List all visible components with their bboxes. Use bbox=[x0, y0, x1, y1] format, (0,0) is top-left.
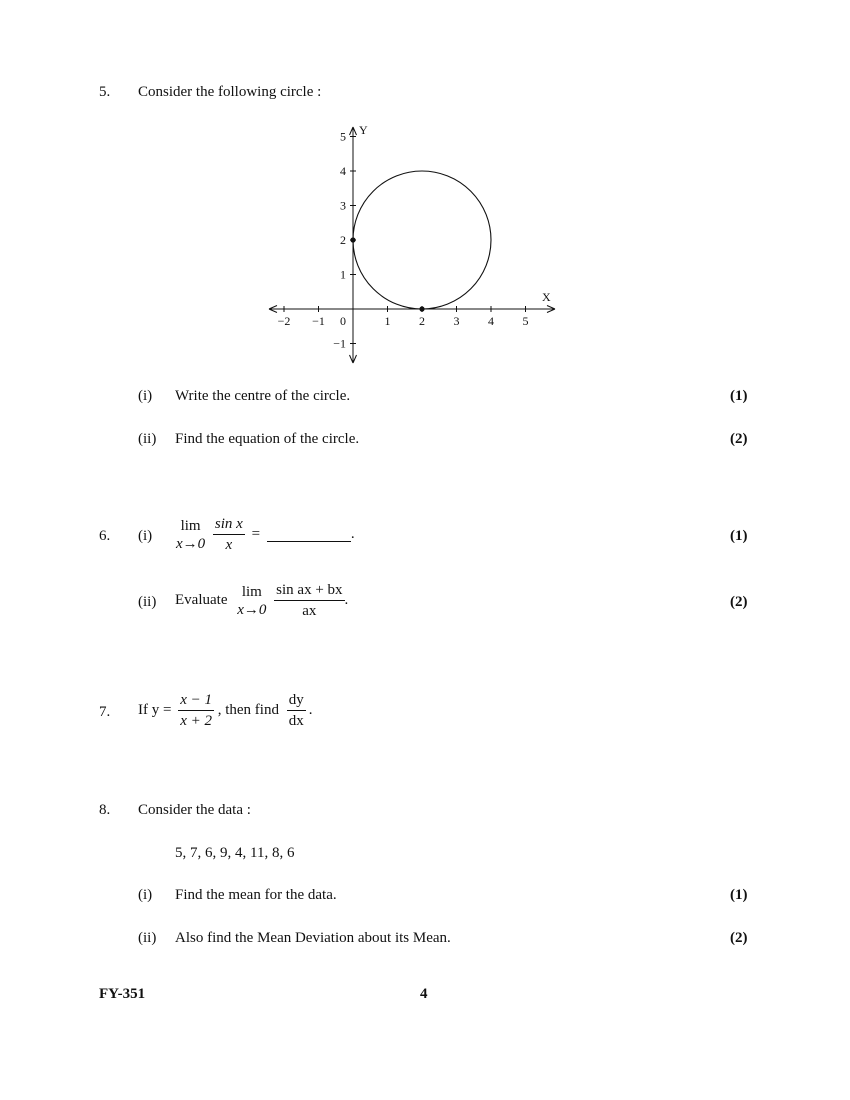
question-5-number: 5. bbox=[99, 84, 111, 100]
circle-curve bbox=[353, 171, 491, 309]
end-period: . bbox=[308, 702, 313, 718]
q8-part-2-label: (ii) bbox=[138, 930, 157, 946]
circle-graph bbox=[255, 115, 565, 370]
derivative-denominator: dx bbox=[288, 713, 304, 729]
limit-operator bbox=[237, 583, 266, 619]
end-period: . bbox=[344, 592, 349, 608]
y-axis-label: Y bbox=[359, 123, 368, 137]
fraction bbox=[213, 514, 245, 555]
q6-part-1-expression bbox=[176, 514, 355, 555]
answer-blank bbox=[267, 527, 351, 542]
question-7-number: 7. bbox=[99, 704, 111, 720]
page-number: 4 bbox=[420, 986, 428, 1002]
q8-part-1-label: (i) bbox=[138, 887, 153, 903]
y-tick-label: 1 bbox=[340, 267, 346, 282]
evaluate-word: Evaluate bbox=[175, 592, 228, 608]
lim-subscript: x→0 bbox=[176, 535, 206, 552]
then-find-text: , then find bbox=[217, 702, 279, 718]
y-tick-label: 2 bbox=[340, 233, 346, 247]
fraction-denominator: x bbox=[225, 537, 233, 553]
x-tick-label: 4 bbox=[488, 314, 494, 328]
fraction-numerator: x − 1 bbox=[178, 690, 214, 711]
x-tick-label: −1 bbox=[312, 314, 325, 328]
y-tick-label: 5 bbox=[340, 129, 346, 144]
end-period: . bbox=[350, 526, 355, 542]
fraction-denominator: ax bbox=[302, 603, 317, 619]
q5-part-1-marks: (1) bbox=[730, 388, 748, 404]
q5-part-1-label: (i) bbox=[138, 388, 153, 404]
q6-part-1-label: (i) bbox=[138, 528, 153, 544]
question-5-text: Consider the following circle : bbox=[138, 84, 322, 100]
q6-part-2-label: (ii) bbox=[138, 594, 157, 610]
q5-part-1-text: Write the centre of the circle. bbox=[175, 388, 351, 404]
x-tick-label: 5 bbox=[522, 314, 529, 328]
y-tick-label: 4 bbox=[340, 164, 346, 178]
lim-word: lim bbox=[180, 517, 201, 534]
paper-code: FY-351 bbox=[99, 986, 146, 1002]
fraction-numerator: sin ax + bx bbox=[274, 580, 344, 601]
x-tick-label: 0 bbox=[340, 314, 346, 328]
q8-part-1-marks: (1) bbox=[730, 887, 748, 903]
fraction bbox=[178, 690, 214, 731]
q5-part-2-marks: (2) bbox=[730, 431, 748, 447]
equals-sign: = bbox=[251, 526, 261, 542]
q5-part-2-text: Find the equation of the circle. bbox=[175, 431, 360, 447]
x-tick-label: 3 bbox=[453, 314, 460, 328]
q5-part-2-label: (ii) bbox=[138, 431, 157, 447]
lim-word: lim bbox=[241, 583, 262, 600]
fraction-denominator: x + 2 bbox=[180, 713, 212, 729]
fraction-numerator: sin x bbox=[213, 514, 245, 535]
fraction bbox=[274, 580, 344, 621]
lim-subscript: x→0 bbox=[237, 601, 267, 618]
q8-part-2-marks: (2) bbox=[730, 930, 748, 946]
question-8-data: 5, 7, 6, 9, 4, 11, 8, 6 bbox=[175, 845, 295, 861]
x-tick-label: 1 bbox=[384, 314, 391, 328]
x-axis-label: X bbox=[542, 290, 551, 304]
x-tick-label: −2 bbox=[277, 314, 291, 328]
q8-part-1-text: Find the mean for the data. bbox=[175, 887, 337, 903]
q6-part-2-expression bbox=[175, 580, 348, 621]
q8-part-2-text: Also find the Mean Deviation about its Mean. bbox=[175, 930, 451, 946]
question-7-expression bbox=[138, 690, 312, 731]
question-8-number: 8. bbox=[99, 802, 111, 818]
point-dot bbox=[419, 306, 424, 311]
q6-part-1-marks: (1) bbox=[730, 528, 748, 544]
derivative-fraction bbox=[287, 690, 306, 731]
y-tick-label: −1 bbox=[333, 336, 346, 351]
q6-part-2-marks: (2) bbox=[730, 594, 748, 610]
derivative-numerator: dy bbox=[287, 690, 306, 711]
limit-operator bbox=[176, 517, 205, 553]
question-6-number: 6. bbox=[99, 528, 111, 544]
y-tick-label: 3 bbox=[340, 198, 346, 213]
x-tick-label: 2 bbox=[419, 314, 425, 328]
point-dot bbox=[350, 237, 355, 242]
if-y-equals: If y = bbox=[138, 702, 172, 718]
question-8-text: Consider the data : bbox=[138, 802, 251, 818]
